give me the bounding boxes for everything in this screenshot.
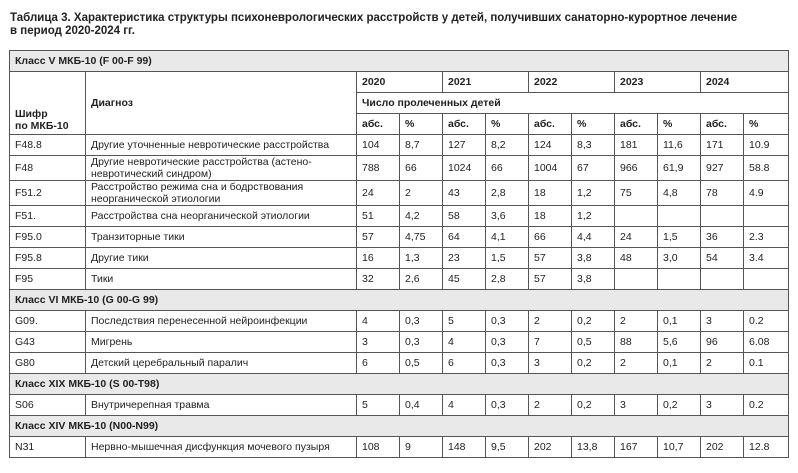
pct-value: 4,4 — [572, 227, 615, 248]
header-abs: абс. — [529, 114, 572, 135]
pct-value: 1,3 — [400, 248, 443, 269]
pct-value — [744, 206, 789, 227]
class-title: Класс XIV МКБ-10 (N00-N99) — [10, 416, 789, 437]
abs-value: 202 — [701, 437, 744, 458]
abs-value: 75 — [615, 181, 658, 206]
abs-value: 202 — [529, 437, 572, 458]
abs-value: 4 — [443, 332, 486, 353]
diagnosis-cell: Другие уточненные невротические расстройства — [86, 135, 357, 156]
pct-value: 5,6 — [658, 332, 701, 353]
pct-value: 9,5 — [486, 437, 529, 458]
table-row — [10, 332, 789, 353]
caption-line-2: в период 2020-2024 гг. — [10, 25, 135, 37]
pct-value: 66 — [400, 156, 443, 181]
pct-value: 0,3 — [486, 395, 529, 416]
pct-value: 6.08 — [744, 332, 789, 353]
pct-value: 8,7 — [400, 135, 443, 156]
abs-value: 6 — [443, 353, 486, 374]
icd-code: F95 — [10, 269, 86, 290]
abs-value: 927 — [701, 156, 744, 181]
table-row — [10, 181, 789, 206]
pct-value: 1,5 — [486, 248, 529, 269]
table-caption — [10, 12, 790, 38]
abs-value: 2 — [529, 395, 572, 416]
abs-value: 64 — [443, 227, 486, 248]
icd-code: G09. — [10, 311, 86, 332]
table-row — [10, 227, 789, 248]
abs-value: 78 — [701, 181, 744, 206]
abs-value: 7 — [529, 332, 572, 353]
icd-code: F51.2 — [10, 181, 86, 206]
class-header-row — [10, 51, 789, 72]
abs-value: 43 — [443, 181, 486, 206]
class-title: Класс VI МКБ-10 (G 00-G 99) — [10, 290, 789, 311]
abs-value: 24 — [357, 181, 400, 206]
pct-value: 4,1 — [486, 227, 529, 248]
abs-value: 2 — [615, 353, 658, 374]
caption-line-1: Таблица 3. Характеристика структуры психоневрологических расстройств у детей, получивших санаторно-курортное лечение — [10, 12, 738, 24]
abs-value: 57 — [529, 248, 572, 269]
abs-value: 48 — [615, 248, 658, 269]
pct-value: 0,1 — [658, 353, 701, 374]
pct-value: 10.9 — [744, 135, 789, 156]
diagnosis-cell: Транзиторные тики — [86, 227, 357, 248]
table-row — [10, 437, 789, 458]
pct-value: 1,2 — [572, 206, 615, 227]
diagnosis-cell: Детский церебральный паралич — [86, 353, 357, 374]
header-code — [10, 72, 86, 135]
pct-value: 0,2 — [572, 353, 615, 374]
pct-value: 4,8 — [658, 181, 701, 206]
diagnosis-cell: Расстройства сна неорганической этиологии — [86, 206, 357, 227]
header-years-row — [10, 72, 789, 93]
header-year: 2023 — [615, 72, 701, 93]
table-row — [10, 135, 789, 156]
abs-value: 3 — [529, 353, 572, 374]
pct-value: 2.3 — [744, 227, 789, 248]
header-pct: % — [400, 114, 443, 135]
pct-value: 0,4 — [400, 395, 443, 416]
icd-code: F95.0 — [10, 227, 86, 248]
abs-value: 3 — [615, 395, 658, 416]
icd-code: F48 — [10, 156, 86, 181]
header-abs: абс. — [443, 114, 486, 135]
header-year: 2021 — [443, 72, 529, 93]
class-header-row — [10, 290, 789, 311]
header-pct: % — [744, 114, 789, 135]
abs-value: 148 — [443, 437, 486, 458]
pct-value: 3,8 — [572, 248, 615, 269]
abs-value: 2 — [529, 311, 572, 332]
header-year: 2020 — [357, 72, 443, 93]
header-abs: абс. — [701, 114, 744, 135]
header-year: 2022 — [529, 72, 615, 93]
header-year: 2024 — [701, 72, 789, 93]
abs-value: 167 — [615, 437, 658, 458]
abs-value: 57 — [357, 227, 400, 248]
diagnosis-cell: Нервно-мышечная дисфункция мочевого пузыря — [86, 437, 357, 458]
abs-value: 108 — [357, 437, 400, 458]
header-diagnosis: Диагноз — [86, 72, 357, 135]
abs-value: 124 — [529, 135, 572, 156]
table-row — [10, 395, 789, 416]
table-row — [10, 269, 789, 290]
pct-value: 4,2 — [400, 206, 443, 227]
pct-value: 3.4 — [744, 248, 789, 269]
pct-value: 2 — [400, 181, 443, 206]
pct-value: 0,1 — [658, 311, 701, 332]
pct-value: 4,75 — [400, 227, 443, 248]
pct-value: 1,2 — [572, 181, 615, 206]
pct-value: 0,2 — [572, 395, 615, 416]
abs-value — [615, 269, 658, 290]
pct-value: 0,2 — [572, 311, 615, 332]
abs-value: 57 — [529, 269, 572, 290]
abs-value: 1004 — [529, 156, 572, 181]
pct-value: 66 — [486, 156, 529, 181]
abs-value: 23 — [443, 248, 486, 269]
abs-value: 171 — [701, 135, 744, 156]
table-row — [10, 156, 789, 181]
abs-value: 45 — [443, 269, 486, 290]
diagnosis-cell: Другие невротические расстройства (астено-невротический синдром) — [86, 156, 357, 181]
diagnosis-cell: Тики — [86, 269, 357, 290]
abs-value: 24 — [615, 227, 658, 248]
abs-value: 66 — [529, 227, 572, 248]
pct-value: 8,3 — [572, 135, 615, 156]
abs-value: 4 — [443, 395, 486, 416]
pct-value: 0,5 — [400, 353, 443, 374]
pct-value — [658, 269, 701, 290]
pct-value: 10,7 — [658, 437, 701, 458]
abs-value: 181 — [615, 135, 658, 156]
abs-value: 96 — [701, 332, 744, 353]
diagnosis-cell: Расстройство режима сна и бодрствования неорганической этиологии — [86, 181, 357, 206]
pct-value: 3,0 — [658, 248, 701, 269]
abs-value: 36 — [701, 227, 744, 248]
abs-value: 2 — [615, 311, 658, 332]
abs-value: 788 — [357, 156, 400, 181]
abs-value: 3 — [701, 311, 744, 332]
abs-value: 2 — [701, 353, 744, 374]
abs-value: 3 — [701, 395, 744, 416]
abs-value — [615, 206, 658, 227]
diagnosis-cell: Другие тики — [86, 248, 357, 269]
pct-value: 3,8 — [572, 269, 615, 290]
abs-value: 4 — [357, 311, 400, 332]
icd-code: N31 — [10, 437, 86, 458]
abs-value: 1024 — [443, 156, 486, 181]
header-code-line2: по МКБ-10 — [15, 120, 69, 132]
pct-value: 0.2 — [744, 395, 789, 416]
class-header-row — [10, 416, 789, 437]
pct-value: 8,2 — [486, 135, 529, 156]
table-row — [10, 206, 789, 227]
pct-value: 0.1 — [744, 353, 789, 374]
table-row — [10, 353, 789, 374]
table-row — [10, 311, 789, 332]
class-header-row — [10, 374, 789, 395]
abs-value: 18 — [529, 206, 572, 227]
diagnosis-cell: Последствия перенесенной нейроинфекции — [86, 311, 357, 332]
abs-value — [701, 269, 744, 290]
pct-value: 58.8 — [744, 156, 789, 181]
pct-value: 1,5 — [658, 227, 701, 248]
pct-value: 2,8 — [486, 181, 529, 206]
abs-value: 32 — [357, 269, 400, 290]
pct-value — [658, 206, 701, 227]
icd-code: G80 — [10, 353, 86, 374]
pct-value: 13,8 — [572, 437, 615, 458]
diagnosis-cell: Мигрень — [86, 332, 357, 353]
abs-value: 58 — [443, 206, 486, 227]
pct-value: 3,6 — [486, 206, 529, 227]
header-pct: % — [658, 114, 701, 135]
abs-value: 966 — [615, 156, 658, 181]
header-treated: Число пролеченных детей — [357, 93, 789, 114]
pct-value: 0,3 — [400, 311, 443, 332]
header-abs: абс. — [357, 114, 400, 135]
pct-value — [744, 269, 789, 290]
icd-code: F95.8 — [10, 248, 86, 269]
pct-value: 9 — [400, 437, 443, 458]
pct-value: 0.2 — [744, 311, 789, 332]
abs-value: 54 — [701, 248, 744, 269]
class-title: Класс XIX МКБ-10 (S 00-T98) — [10, 374, 789, 395]
header-code-line1: Шифр — [15, 108, 48, 120]
diagnosis-cell: Внутричерепная травма — [86, 395, 357, 416]
header-pct: % — [572, 114, 615, 135]
pct-value: 11,6 — [658, 135, 701, 156]
abs-value: 16 — [357, 248, 400, 269]
pct-value: 0,3 — [486, 353, 529, 374]
icd-code: F51. — [10, 206, 86, 227]
pct-value: 61,9 — [658, 156, 701, 181]
disorders-table — [9, 50, 789, 458]
abs-value: 104 — [357, 135, 400, 156]
pct-value: 12.8 — [744, 437, 789, 458]
header-pct: % — [486, 114, 529, 135]
icd-code: F48.8 — [10, 135, 86, 156]
icd-code: G43 — [10, 332, 86, 353]
abs-value: 5 — [357, 395, 400, 416]
abs-value: 18 — [529, 181, 572, 206]
pct-value: 4.9 — [744, 181, 789, 206]
pct-value: 0,3 — [400, 332, 443, 353]
header-abs: абс. — [615, 114, 658, 135]
pct-value: 0,3 — [486, 332, 529, 353]
abs-value: 88 — [615, 332, 658, 353]
pct-value: 67 — [572, 156, 615, 181]
abs-value: 51 — [357, 206, 400, 227]
table-row — [10, 248, 789, 269]
pct-value: 2,6 — [400, 269, 443, 290]
class-title: Класс V МКБ-10 (F 00-F 99) — [10, 51, 789, 72]
pct-value: 0,5 — [572, 332, 615, 353]
abs-value: 3 — [357, 332, 400, 353]
pct-value: 0,3 — [486, 311, 529, 332]
pct-value: 0,2 — [658, 395, 701, 416]
icd-code: S06 — [10, 395, 86, 416]
abs-value: 5 — [443, 311, 486, 332]
abs-value: 127 — [443, 135, 486, 156]
abs-value: 6 — [357, 353, 400, 374]
pct-value: 2,8 — [486, 269, 529, 290]
abs-value — [701, 206, 744, 227]
